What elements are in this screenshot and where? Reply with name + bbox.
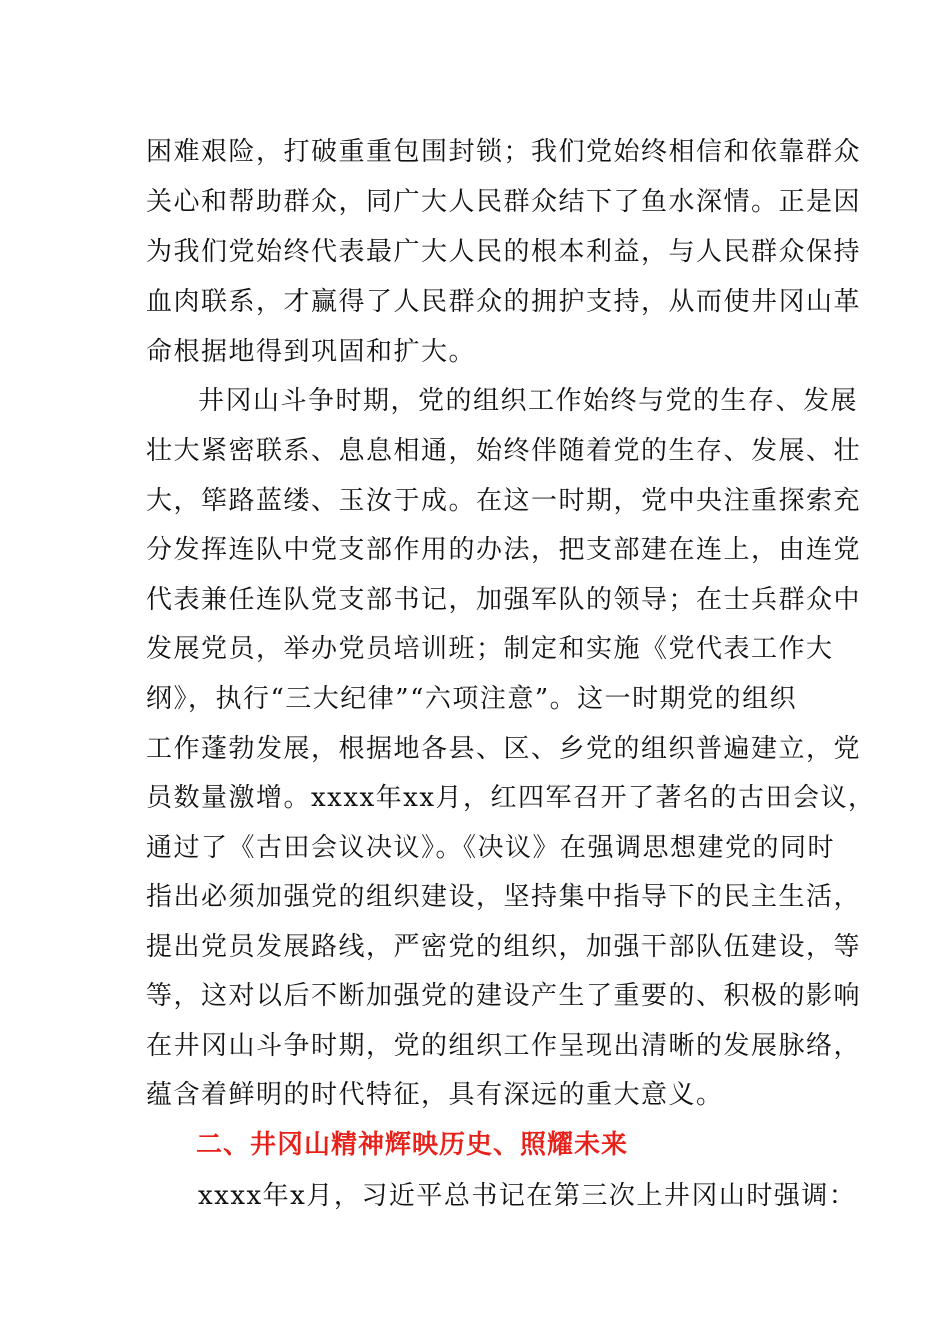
paragraph-2-line-12: 提出党员发展路线，严密党的组织，加强干部队伍建设，等 xyxy=(146,932,862,962)
paragraph-2-line-8: 工作蓬勃发展，根据地各县、区、乡党的组织普遍建立，党 xyxy=(146,734,862,764)
paragraph-1-line-1: 困难艰险，打破重重包围封锁；我们党始终相信和依靠群众 xyxy=(146,137,862,167)
paragraph-1-line-3: 为我们党始终代表最广大人民的根本利益，与人民群众保持 xyxy=(146,237,862,267)
paragraph-2-line-2: 壮大紧密联系、息息相通，始终伴随着党的生存、发展、壮 xyxy=(146,436,862,466)
paragraph-2-line-1: 井冈山斗争时期，党的组织工作始终与党的生存、发展 xyxy=(198,386,859,416)
paragraph-2-line-5: 代表兼任连队党支部书记，加强军队的领导；在士兵群众中 xyxy=(146,585,862,615)
section-heading: 二、井冈山精神辉映历史、照耀未来 xyxy=(196,1130,629,1160)
paragraph-2-line-13: 等，这对以后不断加强党的建设产生了重要的、积极的影响 xyxy=(146,981,862,1011)
paragraph-3-line-1: xxxx年x月，习近平总书记在第三次上井冈山时强调： xyxy=(198,1181,857,1211)
paragraph-1-line-2: 关心和帮助群众，同广大人民群众结下了鱼水深情。正是因 xyxy=(146,187,862,217)
paragraph-2-line-14: 在井冈山斗争时期，党的组织工作呈现出清晰的发展脉络， xyxy=(146,1031,862,1061)
paragraph-2-line-7: 纲》，执行“三大纪律”“六项注意”。这一时期党的组织 xyxy=(146,684,798,714)
paragraph-2-line-10: 通过了《古田会议决议》。《决议》在强调思想建党的同时 xyxy=(146,833,836,863)
paragraph-2-line-15: 蕴含着鲜明的时代特征，具有深远的重大意义。 xyxy=(146,1080,724,1110)
paragraph-1-line-5: 命根据地得到巩固和扩大。 xyxy=(146,337,477,367)
paragraph-2-line-9: 员数量激增。xxxx年xx月，红四军召开了著名的古田会议， xyxy=(146,783,876,813)
paragraph-2-line-3: 大，筚路蓝缕、玉汝于成。在这一时期，党中央注重探索充 xyxy=(146,486,862,516)
paragraph-2-line-11: 指出必须加强党的组织建设，坚持集中指导下的民主生活， xyxy=(146,882,862,912)
paragraph-2-line-6: 发展党员，举办党员培训班；制定和实施《党代表工作大 xyxy=(146,634,834,664)
paragraph-1-line-4: 血肉联系，才赢得了人民群众的拥护支持，从而使井冈山革 xyxy=(146,287,862,317)
paragraph-2-line-4: 分发挥连队中党支部作用的办法，把支部建在连上，由连党 xyxy=(146,535,862,565)
